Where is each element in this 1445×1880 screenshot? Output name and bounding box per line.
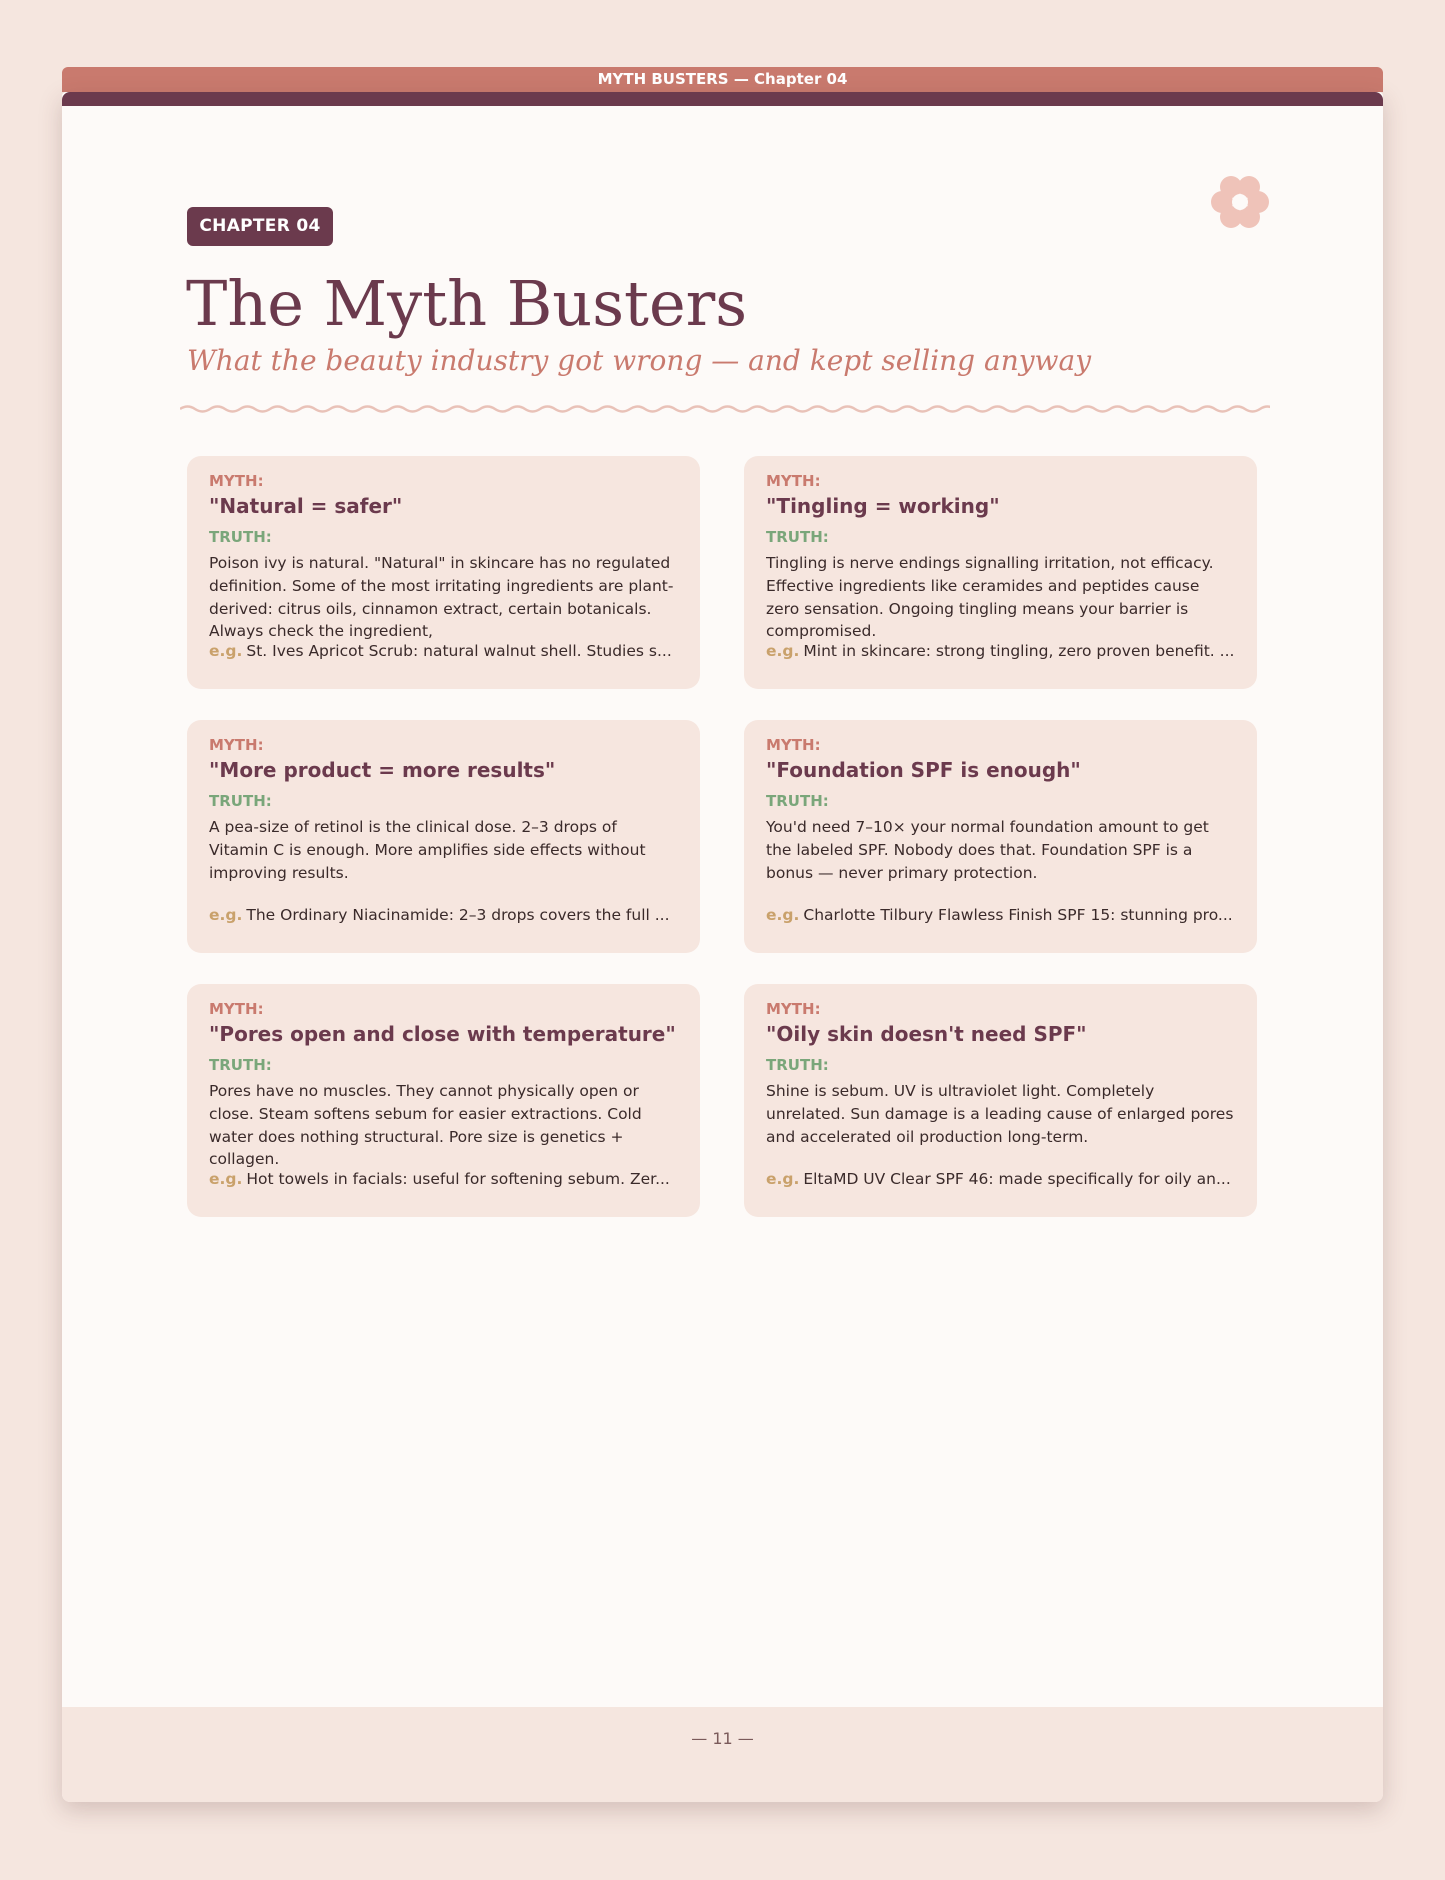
myth-statement: "Pores open and close with temperature" (209, 1022, 676, 1046)
example-line (766, 904, 1235, 926)
example-label: e.g. (209, 642, 243, 660)
myth-label: MYTH: (209, 472, 264, 490)
myth-label: MYTH: (766, 736, 821, 754)
example-line (209, 640, 678, 662)
example-label: e.g. (766, 1170, 800, 1188)
example-text: St. Ives Apricot Scrub: natural walnut shell. Studies s... (246, 642, 672, 660)
truth-text: Poison ivy is natural. "Natural" in skincare has no regulated definition. Some of the most irritating ingredients are plant-derived: citrus oils, cinnamon extract, certain botanicals. Always check the ingredient, (209, 554, 674, 641)
example-label: e.g. (209, 906, 243, 924)
myth-card (187, 720, 700, 953)
example-line (209, 904, 678, 926)
myth-card (744, 984, 1257, 1217)
truth-label: TRUTH: (209, 792, 272, 810)
truth-text: Pores have no muscles. They cannot physically open or close. Steam softens sebum for easier extractions. Cold water does nothing structural. Pore size is genetics + collagen. (209, 1082, 642, 1169)
example-line (766, 640, 1235, 662)
myth-statement: "Foundation SPF is enough" (766, 758, 1081, 782)
truth-text: A pea-size of retinol is the clinical dose. 2–3 drops of Vitamin C is enough. More amplifies side effects without improving results. (209, 818, 646, 882)
example-text: Mint in skincare: strong tingling, zero proven benefit. ... (803, 642, 1235, 660)
page-top-strip (62, 92, 1383, 106)
truth-text: Tingling is nerve endings signalling irritation, not efficacy. Effective ingredients like ceramides and peptides cause zero sensation. Ongoing tingling means your barrier is compromised. (766, 554, 1214, 641)
myth-statement: "Oily skin doesn't need SPF" (766, 1022, 1087, 1046)
myth-label: MYTH: (209, 736, 264, 754)
truth-label: TRUTH: (766, 1056, 829, 1074)
myth-card (744, 456, 1257, 689)
truth-label: TRUTH: (766, 528, 829, 546)
example-text: EltaMD UV Clear SPF 46: made specifically for oily an... (803, 1170, 1231, 1188)
truth-label: TRUTH: (209, 1056, 272, 1074)
example-label: e.g. (766, 642, 800, 660)
example-text: The Ordinary Niacinamide: 2–3 drops covers the full ... (246, 906, 670, 924)
chapter-badge: CHAPTER 04 (187, 207, 333, 246)
example-line (209, 1168, 678, 1190)
myth-statement: "Tingling = working" (766, 494, 1000, 518)
flower-icon (1205, 172, 1275, 242)
myth-label: MYTH: (766, 472, 821, 490)
page-title: The Myth Busters (186, 267, 748, 340)
example-label: e.g. (209, 1170, 243, 1188)
myth-card (744, 720, 1257, 953)
myth-label: MYTH: (209, 1000, 264, 1018)
example-line (766, 1168, 1235, 1190)
top-banner-text: MYTH BUSTERS — Chapter 04 (597, 70, 848, 88)
document-page (62, 92, 1383, 1802)
page-footer (62, 1707, 1383, 1802)
myth-statement: "More product = more results" (209, 758, 556, 782)
truth-text: You'd need 7–10× your normal foundation amount to get the labeled SPF. Nobody does that. Foundation SPF is a bonus — never primary protection. (766, 818, 1209, 882)
example-text: Charlotte Tilbury Flawless Finish SPF 15: stunning pro... (803, 906, 1233, 924)
myth-card-grid (187, 456, 1257, 1217)
myth-card (187, 456, 700, 689)
myth-label: MYTH: (766, 1000, 821, 1018)
myth-card (187, 984, 700, 1217)
myth-statement: "Natural = safer" (209, 494, 403, 518)
truth-label: TRUTH: (209, 528, 272, 546)
example-label: e.g. (766, 906, 800, 924)
truth-text: Shine is sebum. UV is ultraviolet light. Completely unrelated. Sun damage is a leading cause of enlarged pores and accelerated oil production long-term. (766, 1082, 1234, 1146)
page-number: — 11 — (691, 1729, 754, 1748)
wavy-divider (180, 399, 1270, 419)
truth-label: TRUTH: (766, 792, 829, 810)
example-text: Hot towels in facials: useful for softening sebum. Zer... (246, 1170, 670, 1188)
page-subtitle: What the beauty industry got wrong — and kept selling anyway (187, 344, 1092, 377)
top-banner (62, 67, 1383, 92)
